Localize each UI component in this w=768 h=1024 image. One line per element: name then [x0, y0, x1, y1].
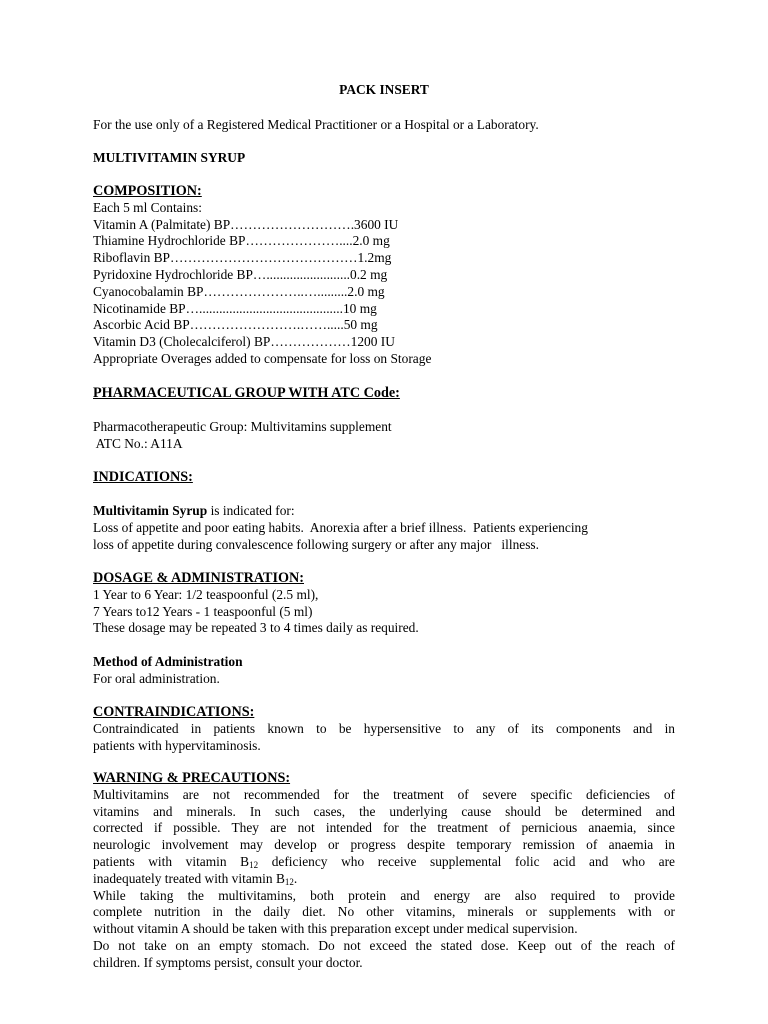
warnings-fragment: .	[293, 870, 298, 886]
page-title: PACK INSERT	[339, 82, 429, 97]
dosage-line: 1 Year to 6 Year: 1/2 teaspoonful (2.5 ml),	[93, 586, 319, 602]
composition-item: Cyanocobalamin BP…………………..….........2.0 mg	[93, 283, 385, 299]
composition-item: Ascorbic Acid BP…………………….…….....50 mg	[93, 317, 378, 333]
composition-item: Pyridoxine Hydrochloride BP….........................0.2 mg	[93, 266, 388, 282]
warnings-line: children. If symptoms persist, consult your doctor.	[93, 954, 363, 970]
composition-lead: Each 5 ml Contains:	[93, 199, 202, 215]
warnings-fragment: inadequately treated with vitamin B	[93, 870, 285, 886]
dosage-line: These dosage may be repeated 3 to 4 times daily as required.	[93, 620, 419, 636]
warnings-line: Multivitamins are not recommended for the treatment of severe specific deficiencies of	[93, 786, 675, 802]
method-heading: Method of Administration	[93, 654, 243, 669]
warnings-fragment: deficiency who receive supplemental folic acid and who are	[258, 853, 675, 869]
method-text: For oral administration.	[93, 670, 220, 686]
contraindications-section	[93, 704, 675, 754]
intro-text: For the use only of a Registered Medical Practitioner or a Hospital or a Laboratory.	[93, 117, 539, 132]
warnings-line: vitamins and minerals. In such cases, the underlying cause should be determined and	[93, 803, 675, 819]
indications-text: Loss of appetite and poor eating habits. Anorexia after a brief illness. Patients experiencing	[93, 520, 588, 535]
contraindications-heading: CONTRAINDICATIONS:	[93, 704, 255, 720]
indications-lead	[93, 503, 675, 520]
warnings-line: neurologic involvement may develop or progress despite temporary remission of anaemia in	[93, 837, 675, 853]
indications-heading: INDICATIONS:	[93, 469, 193, 485]
warnings-line: Do not take on an empty stomach. Do not exceed the stated dose. Keep out of the reach of	[93, 937, 675, 953]
product-name: MULTIVITAMIN SYRUP	[93, 150, 246, 165]
indications-text: loss of appetite during convalescence following surgery or after any major illness.	[93, 537, 539, 552]
warnings-fragment: patients with vitamin B	[93, 853, 250, 869]
contraindications-text: patients with hypervitaminosis.	[93, 737, 261, 753]
composition-item: Riboflavin BP……………………………………1.2mg	[93, 250, 392, 266]
method-section	[93, 654, 675, 688]
composition-item: Vitamin D3 (Cholecalciferol) BP………………1200 IU	[93, 334, 395, 350]
contraindications-text: Contraindicated in patients known to be hypersensitive to any of its components and in	[93, 720, 675, 736]
composition-item: Thiamine Hydrochloride BP…………………....2.0 mg	[93, 233, 390, 249]
composition-overages: Appropriate Overages added to compensate for loss on Storage	[93, 350, 432, 366]
dosage-section	[93, 570, 675, 637]
warnings-section	[93, 770, 675, 972]
subscript: 12	[249, 859, 259, 870]
dosage-line: 7 Years to12 Years - 1 teaspoonful (5 ml)	[93, 603, 313, 619]
pharm-group-heading: PHARMACEUTICAL GROUP WITH ATC Code:	[93, 385, 400, 401]
warnings-line	[93, 871, 675, 888]
warnings-line: complete nutrition in the daily diet. No other vitamins, minerals or supplements with or	[93, 904, 675, 920]
pharm-group-text: Pharmacotherapeutic Group: Multivitamins supplement	[93, 419, 392, 434]
subscript: 12	[284, 876, 294, 887]
dosage-heading: DOSAGE & ADMINISTRATION:	[93, 570, 304, 586]
composition-section	[93, 183, 675, 368]
composition-heading: COMPOSITION:	[93, 183, 202, 199]
warnings-line: without vitamin A should be taken with this preparation except under medical supervision.	[93, 921, 578, 937]
atc-code: ATC No.: A11A	[93, 436, 183, 451]
composition-item: Nicotinamide BP…...........................................10 mg	[93, 300, 377, 316]
product-name-inline: Multivitamin Syrup	[93, 503, 208, 518]
pharm-group-section	[93, 385, 675, 402]
composition-item: Vitamin A (Palmitate) BP……………………….3600 IU	[93, 216, 399, 232]
warnings-heading: WARNING & PRECAUTIONS:	[93, 770, 291, 786]
warnings-line: While taking the multivitamins, both protein and energy are also required to provide	[93, 887, 675, 903]
indications-lead-rest: is indicated for:	[207, 503, 295, 518]
warnings-line	[93, 854, 675, 871]
warnings-line: corrected if possible. They are not intended for the treatment of pernicious anaemia, since	[93, 820, 675, 836]
